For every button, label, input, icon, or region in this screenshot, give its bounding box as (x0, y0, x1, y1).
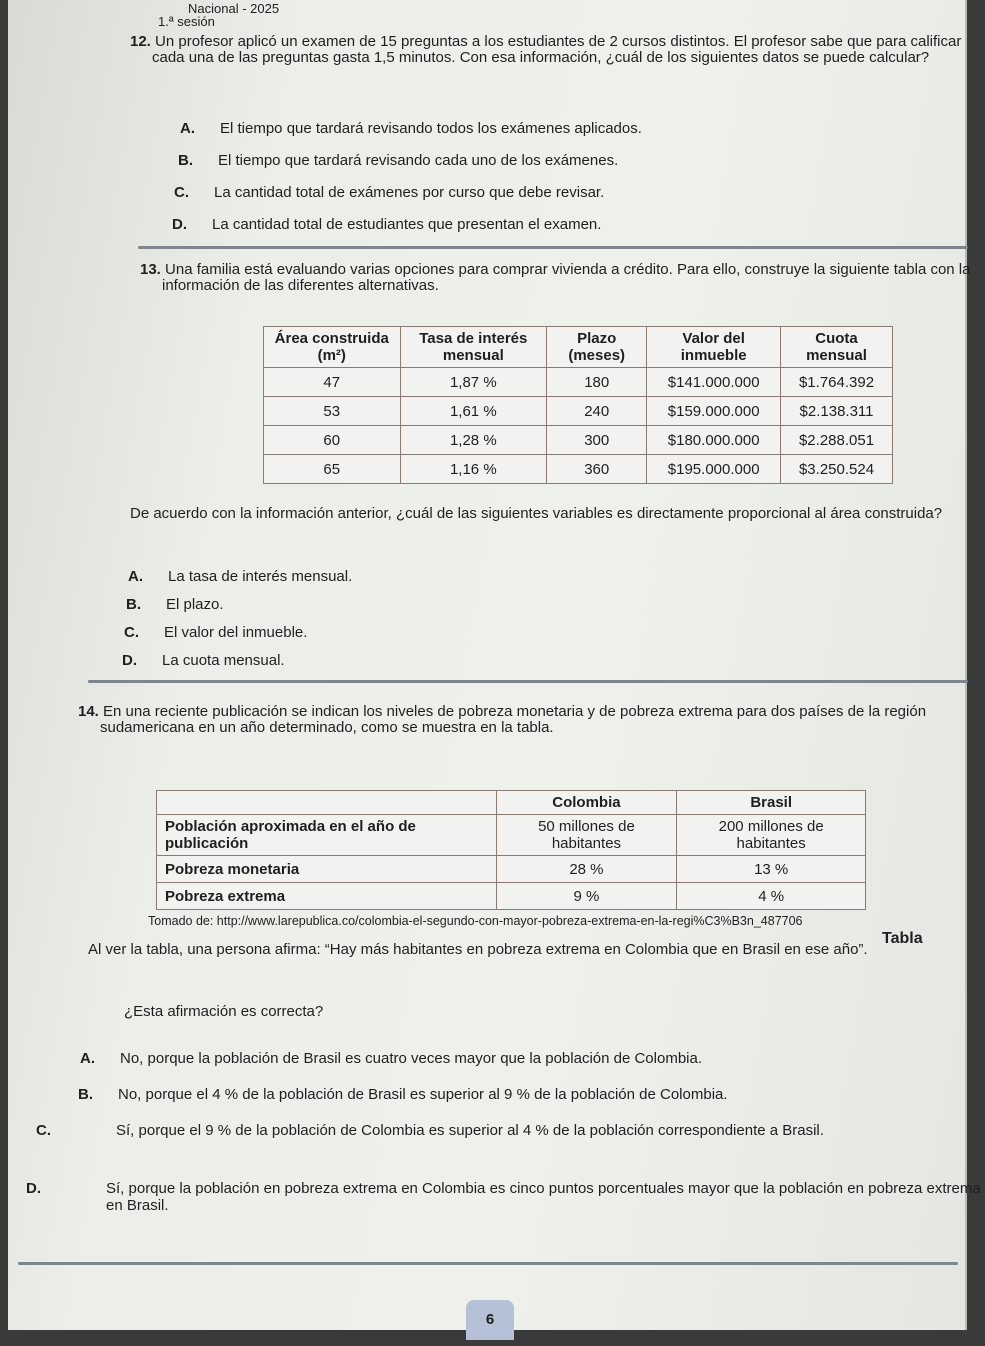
option-text: El tiempo que tardará revisando cada uno de los exámenes. (218, 152, 619, 169)
poverty-table (156, 790, 866, 910)
table-label: Tabla (882, 930, 923, 947)
option-a[interactable] (128, 568, 352, 585)
table-cell: 300 (547, 426, 647, 455)
page-header (158, 2, 279, 28)
question-text: Un profesor aplicó un examen de 15 preguntas a los estudiantes de 2 cursos distintos. El profesor sabe que para calificar cada una de las preguntas gasta 1,5 minutos. Con esa información, ¿cuál de los siguientes datos se puede calcular? (152, 33, 962, 66)
option-d[interactable] (122, 652, 285, 669)
question-text: Una familia está evaluando varias opciones para comprar vivienda a crédito. Para ello, construye la siguiente tabla con la información de las diferentes alternativas. (162, 261, 971, 294)
exam-title: Nacional - 2025 (188, 1, 280, 16)
option-text: La cantidad total de estudiantes que presentan el examen. (212, 216, 602, 233)
option-c[interactable] (174, 184, 604, 201)
table-cell: 1,61 % (400, 397, 547, 426)
table-cell: 200 millones de habitantes (677, 815, 866, 856)
table-cell: 240 (547, 397, 647, 426)
option-text: La cuota mensual. (162, 652, 285, 669)
table-row (264, 426, 893, 455)
option-letter: D. (172, 216, 187, 233)
option-b[interactable] (78, 1086, 948, 1103)
option-letter: D. (26, 1180, 41, 1197)
table-row (157, 856, 866, 883)
option-letter: A. (80, 1050, 95, 1067)
option-text: No, porque la población de Brasil es cuatro veces mayor que la población de Colombia. (120, 1050, 703, 1067)
option-c[interactable] (36, 1122, 985, 1139)
housing-table (263, 326, 893, 484)
table-row (264, 455, 893, 484)
session-label: 1.ª sesión (158, 14, 215, 29)
table-cell: $3.250.524 (781, 455, 893, 484)
option-text: Sí, porque el 9 % de la población de Colombia es superior al 4 % de la población correspondiente a Brasil. (116, 1122, 824, 1139)
table-cell: $180.000.000 (647, 426, 781, 455)
option-text: La cantidad total de exámenes por curso que debe revisar. (214, 184, 605, 201)
table-cell: 13 % (677, 856, 866, 883)
option-a[interactable] (80, 1050, 950, 1067)
row-label: Población aproximada en el año de publicación (157, 815, 497, 856)
divider (138, 246, 968, 249)
column-header: Área construida (m²) (264, 327, 401, 368)
option-d[interactable] (26, 1180, 985, 1214)
option-c[interactable] (124, 624, 307, 641)
question-14-prompt: ¿Esta afirmación es correcta? (124, 1003, 324, 1020)
column-header: Colombia (496, 791, 677, 815)
table-cell: 47 (264, 368, 401, 397)
table-cell: 4 % (677, 883, 866, 910)
divider (88, 680, 968, 683)
table-row (264, 368, 893, 397)
question-number: 12. (130, 33, 151, 50)
option-letter: D. (122, 652, 137, 669)
table-row (157, 883, 866, 910)
column-header (157, 791, 497, 815)
row-label: Pobreza monetaria (157, 856, 497, 883)
page-number: 6 (466, 1300, 514, 1340)
table-header-row (157, 791, 866, 815)
option-text: El tiempo que tardará revisando todos los exámenes aplicados. (220, 120, 642, 137)
table-source: Tomado de: http://www.larepublica.co/colombia-el-segundo-con-mayor-pobreza-extrema-en-la-regi%C3%B3n_487706 (148, 914, 803, 928)
table-cell: 9 % (496, 883, 677, 910)
table-cell: 28 % (496, 856, 677, 883)
question-14 (78, 704, 980, 736)
option-b[interactable] (126, 596, 224, 613)
table-cell: 50 millones de habitantes (496, 815, 677, 856)
table-header-row (264, 327, 893, 368)
option-letter: B. (78, 1086, 93, 1103)
table-cell: 1,28 % (400, 426, 547, 455)
option-letter: C. (124, 624, 139, 641)
option-letter: B. (126, 596, 141, 613)
table-cell: 180 (547, 368, 647, 397)
option-d[interactable] (172, 216, 601, 233)
table-cell: $1.764.392 (781, 368, 893, 397)
table-cell: 1,16 % (400, 455, 547, 484)
question-12 (130, 34, 982, 66)
table-cell: $2.288.051 (781, 426, 893, 455)
question-13 (140, 262, 982, 294)
exam-page (8, 0, 981, 1330)
column-header: Brasil (677, 791, 866, 815)
column-header: Valor del inmueble (647, 327, 781, 368)
option-text: El plazo. (166, 596, 224, 613)
divider (18, 1262, 958, 1265)
column-header: Cuota mensual (781, 327, 893, 368)
option-text: No, porque el 4 % de la población de Brasil es superior al 9 % de la población de Colombia. (118, 1086, 728, 1103)
table-cell: $141.000.000 (647, 368, 781, 397)
column-header: Plazo (meses) (547, 327, 647, 368)
option-text: La tasa de interés mensual. (168, 568, 353, 585)
table-cell: 65 (264, 455, 401, 484)
table-row (157, 815, 866, 856)
column-header: Tasa de interés mensual (400, 327, 547, 368)
option-text: El valor del inmueble. (164, 624, 308, 641)
table-cell: 60 (264, 426, 401, 455)
option-letter: C. (36, 1122, 51, 1139)
table-cell: $195.000.000 (647, 455, 781, 484)
option-letter: C. (174, 184, 189, 201)
question-number: 13. (140, 261, 161, 278)
table-cell: 360 (547, 455, 647, 484)
option-a[interactable] (180, 120, 642, 137)
option-letter: A. (180, 120, 195, 137)
option-text: Sí, porque la población en pobreza extrema en Colombia es cinco puntos porcentuales mayor que la población en pobreza extrema en Brasil. (106, 1180, 981, 1214)
option-b[interactable] (178, 152, 618, 169)
row-label: Pobreza extrema (157, 883, 497, 910)
question-13-prompt: De acuerdo con la información anterior, ¿cuál de las siguientes variables es directamente proporcional al área construida? (130, 505, 943, 522)
table-cell: 53 (264, 397, 401, 426)
option-letter: B. (178, 152, 193, 169)
question-14-statement: Al ver la tabla, una persona afirma: “Hay más habitantes en pobreza extrema en Colombia que en Brasil en ese año”. (88, 941, 868, 958)
option-letter: A. (128, 568, 143, 585)
table-cell: $2.138.311 (781, 397, 893, 426)
table-cell: 1,87 % (400, 368, 547, 397)
question-number: 14. (78, 703, 99, 720)
table-cell: $159.000.000 (647, 397, 781, 426)
table-row (264, 397, 893, 426)
question-text: En una reciente publicación se indican los niveles de pobreza monetaria y de pobreza extrema para dos países de la región sudamericana en un año determinado, como se muestra en la tabla. (100, 703, 927, 736)
